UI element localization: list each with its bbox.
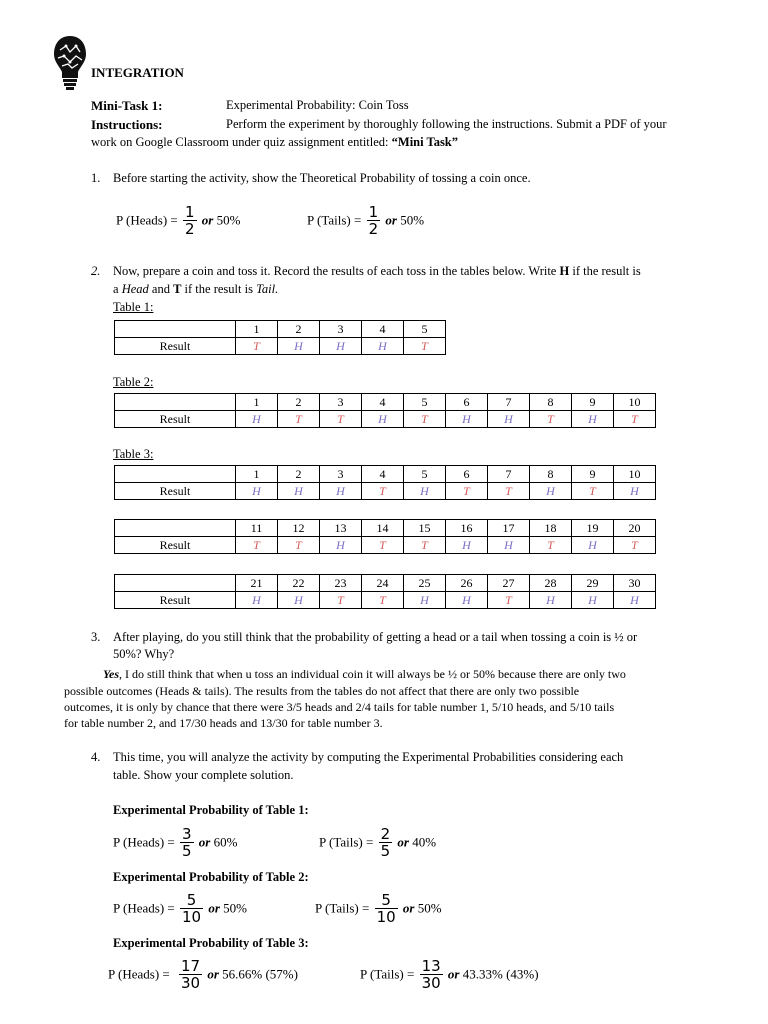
table-corner-cell <box>115 321 236 338</box>
table-header-cell: 9 <box>572 394 614 411</box>
denominator: 10 <box>181 908 202 926</box>
result-cell: H <box>446 411 488 428</box>
table-row <box>115 411 656 428</box>
q2-number: 2. <box>91 264 101 278</box>
table-header-row <box>115 394 656 411</box>
result-cell: H <box>488 411 530 428</box>
table-header-cell: 18 <box>530 520 572 537</box>
result-cell: T <box>614 411 656 428</box>
result-cell: T <box>278 411 320 428</box>
table-header-cell: 3 <box>320 394 362 411</box>
table1 <box>114 320 446 355</box>
numerator: 13 <box>421 957 441 975</box>
result-cell: H <box>320 537 362 554</box>
table-header-cell: 17 <box>488 520 530 537</box>
result-cell: T <box>488 592 530 609</box>
table-header-cell: 29 <box>572 575 614 592</box>
denominator: 2 <box>184 220 195 238</box>
q1-text: Before starting the activity, show the Theoretical Probability of tossing a coin once. <box>113 171 531 185</box>
instructions-line2-text: work on Google Classroom under quiz assignment entitled: <box>91 135 389 149</box>
result-cell: H <box>530 592 572 609</box>
table-header-cell: 23 <box>320 575 362 592</box>
t1-heads-equation <box>113 826 237 859</box>
q4-line2: table. Show your complete solution. <box>113 768 294 782</box>
fraction <box>180 826 194 859</box>
result-cell: H <box>278 483 320 500</box>
denominator: 5 <box>380 842 391 860</box>
table-header-cell: 2 <box>278 321 320 338</box>
t3-heads-equation <box>108 958 298 991</box>
row-label: Result <box>115 483 236 500</box>
q3-number: 3. <box>91 630 101 644</box>
table3-part3 <box>114 574 656 609</box>
q2-h-letter: H <box>559 264 570 278</box>
result-cell: T <box>530 411 572 428</box>
or-text: or <box>402 900 415 916</box>
result-cell: T <box>278 537 320 554</box>
table-header-cell: 10 <box>614 394 656 411</box>
table-header-cell: 6 <box>446 394 488 411</box>
or-text: or <box>201 212 214 228</box>
percent: 50% <box>417 900 442 916</box>
percent: 50% <box>223 900 247 916</box>
result-cell: H <box>320 338 362 355</box>
row-label: Result <box>115 592 236 609</box>
t3-tails-equation <box>360 958 539 991</box>
result-cell: T <box>446 483 488 500</box>
table-header-cell: 16 <box>446 520 488 537</box>
result-cell: T <box>362 537 404 554</box>
result-cell: H <box>488 537 530 554</box>
q3-answer-line1 <box>103 667 626 682</box>
equation-label: P (Heads) = <box>113 834 175 850</box>
fraction <box>420 958 443 991</box>
q2-line2-e: if the result is <box>181 282 257 296</box>
t1-tails-equation <box>319 826 436 859</box>
fraction <box>183 204 197 237</box>
table-header-cell: 7 <box>488 466 530 483</box>
table-header-cell: 2 <box>278 466 320 483</box>
q4-line1: This time, you will analyze the activity by computing the Experimental Probabilities considering each <box>113 750 624 764</box>
instructions-line1: Perform the experiment by thoroughly following the instructions. Submit a PDF of your <box>226 117 667 131</box>
result-cell: T <box>404 537 446 554</box>
result-cell: T <box>320 592 362 609</box>
q3-answer-line2: possible outcomes (Heads & tails). The results from the tables do not affect that there are only two possible <box>64 684 580 698</box>
table-header-row <box>115 321 446 338</box>
percent: 40% <box>412 834 437 850</box>
table-header-cell: 4 <box>362 394 404 411</box>
table-header-cell: 1 <box>236 321 278 338</box>
fraction <box>367 204 381 237</box>
result-cell: H <box>236 592 278 609</box>
answer-text: , I do still think that when u toss an individual coin it will always be ½ or 50% because there are only two <box>119 667 626 681</box>
result-cell: H <box>446 537 488 554</box>
result-cell: H <box>236 483 278 500</box>
result-cell: T <box>362 592 404 609</box>
table-row <box>115 592 656 609</box>
q2-line2-c: and <box>148 282 174 296</box>
table-header-cell: 21 <box>236 575 278 592</box>
table-header-cell: 26 <box>446 575 488 592</box>
q3-line1: After playing, do you still think that the probability of getting a head or a tail when tossing a coin is ½ or <box>113 630 638 644</box>
result-cell: H <box>446 592 488 609</box>
exp-prob-table3-title: Experimental Probability of Table 3: <box>113 936 309 950</box>
equation-label: P (Tails) = <box>315 900 370 916</box>
result-cell: T <box>488 483 530 500</box>
table-header-cell: 19 <box>572 520 614 537</box>
equation-label: P (Heads) = <box>116 212 178 228</box>
table3-caption: Table 3: <box>113 447 154 461</box>
denominator: 5 <box>181 842 192 860</box>
lightbulb-brain-icon <box>52 34 88 92</box>
table1-caption: Table 1: <box>113 300 154 314</box>
q3-line2: 50%? Why? <box>113 647 175 661</box>
result-cell: H <box>236 411 278 428</box>
percent: 60% <box>213 834 238 850</box>
q2-line2 <box>113 282 278 297</box>
table-header-cell: 10 <box>614 466 656 483</box>
or-text: or <box>207 966 219 982</box>
table-header-row <box>115 520 656 537</box>
table-corner-cell <box>115 520 236 537</box>
table-corner-cell <box>115 575 236 592</box>
q2-line2-a: a <box>113 282 122 296</box>
table-header-cell: 28 <box>530 575 572 592</box>
table-header-cell: 3 <box>320 321 362 338</box>
table-header-cell: 4 <box>362 321 404 338</box>
numerator: 5 <box>186 891 197 909</box>
table-header-cell: 8 <box>530 466 572 483</box>
table-header-cell: 2 <box>278 394 320 411</box>
t2-tails-equation <box>315 892 442 925</box>
fraction <box>180 892 203 925</box>
table-header-cell: 7 <box>488 394 530 411</box>
table-header-cell: 24 <box>362 575 404 592</box>
equation-label: P (Heads) = <box>113 900 175 916</box>
table-header-cell: 3 <box>320 466 362 483</box>
table-header-row <box>115 575 656 592</box>
result-cell: T <box>404 338 446 355</box>
q3-answer-line3: outcomes, it is only by chance that there were 3/5 heads and 2/4 tails for table number 1, 5/10 heads, and 5/10 tails <box>64 700 615 714</box>
table-header-cell: 14 <box>362 520 404 537</box>
exp-prob-table2-title: Experimental Probability of Table 2: <box>113 870 309 884</box>
denominator: 2 <box>368 220 379 238</box>
table-row <box>115 338 446 355</box>
table-header-cell: 5 <box>404 394 446 411</box>
result-cell: H <box>362 411 404 428</box>
table-header-cell: 9 <box>572 466 614 483</box>
q2-line1-end: if the result is <box>569 264 641 278</box>
table-header-row <box>115 466 656 483</box>
numerator: 3 <box>181 825 192 843</box>
q2-line1 <box>113 264 641 279</box>
equation-label: P (Heads) = <box>108 966 170 982</box>
table-header-cell: 8 <box>530 394 572 411</box>
result-cell: H <box>278 338 320 355</box>
table-header-cell: 1 <box>236 466 278 483</box>
result-cell: H <box>278 592 320 609</box>
denominator: 10 <box>376 908 396 926</box>
table-header-cell: 5 <box>404 466 446 483</box>
numerator: 5 <box>381 891 391 909</box>
table-header-cell: 20 <box>614 520 656 537</box>
q1-heads-equation <box>116 204 240 237</box>
exp-prob-table1-title: Experimental Probability of Table 1: <box>113 803 309 817</box>
table-header-cell: 5 <box>404 321 446 338</box>
table-corner-cell <box>115 394 236 411</box>
percent: 50% <box>400 212 425 228</box>
result-cell: H <box>572 592 614 609</box>
result-cell: T <box>572 483 614 500</box>
numerator: 1 <box>184 203 195 221</box>
result-cell: T <box>530 537 572 554</box>
or-text: or <box>198 834 211 850</box>
result-cell: H <box>320 483 362 500</box>
numerator: 17 <box>180 957 201 975</box>
or-text: or <box>208 900 220 916</box>
fraction <box>375 892 398 925</box>
result-cell: H <box>530 483 572 500</box>
table-header-cell: 6 <box>446 466 488 483</box>
or-text: or <box>397 834 409 850</box>
table-header-cell: 13 <box>320 520 362 537</box>
table2-caption: Table 2: <box>113 375 154 389</box>
equation-label: P (Tails) = <box>307 212 362 228</box>
q1-tails-equation <box>307 204 424 237</box>
table-header-cell: 1 <box>236 394 278 411</box>
percent: 56.66% (57%) <box>222 966 298 982</box>
result-cell: T <box>614 537 656 554</box>
table-row <box>115 537 656 554</box>
or-text: or <box>447 966 460 982</box>
numerator: 1 <box>368 203 379 221</box>
answer-yes: Yes <box>103 667 119 681</box>
result-cell: T <box>362 483 404 500</box>
result-cell: T <box>236 537 278 554</box>
t2-heads-equation <box>113 892 247 925</box>
fraction <box>379 826 393 859</box>
result-cell: T <box>404 411 446 428</box>
table-corner-cell <box>115 466 236 483</box>
or-text: or <box>385 212 397 228</box>
row-label: Result <box>115 411 236 428</box>
q2-t-letter: T <box>173 282 182 296</box>
q2-line1-text: Now, prepare a coin and toss it. Record the results of each toss in the tables below. Write <box>113 264 560 278</box>
table-header-cell: 27 <box>488 575 530 592</box>
result-cell: H <box>362 338 404 355</box>
result-cell: H <box>614 483 656 500</box>
q2-head-word: Head <box>121 282 149 296</box>
page-title: INTEGRATION <box>91 65 184 80</box>
table-header-cell: 30 <box>614 575 656 592</box>
numerator: 2 <box>380 825 391 843</box>
table-header-cell: 4 <box>362 466 404 483</box>
result-cell: H <box>614 592 656 609</box>
result-cell: H <box>572 537 614 554</box>
denominator: 30 <box>421 974 441 992</box>
instructions-line2 <box>91 135 458 150</box>
result-cell: T <box>236 338 278 355</box>
instructions-label: Instructions: <box>91 117 163 132</box>
equation-label: P (Tails) = <box>360 966 415 982</box>
table-header-cell: 25 <box>404 575 446 592</box>
q3-answer-line4: for table number 2, and 17/30 heads and 13/30 for table number 3. <box>64 716 383 730</box>
row-label: Result <box>115 338 236 355</box>
q1-number: 1. <box>91 171 101 185</box>
table-header-cell: 22 <box>278 575 320 592</box>
percent: 50% <box>216 212 241 228</box>
row-label: Result <box>115 537 236 554</box>
table2 <box>114 393 656 428</box>
result-cell: H <box>404 592 446 609</box>
result-cell: T <box>320 411 362 428</box>
table-header-cell: 12 <box>278 520 320 537</box>
fraction <box>179 958 202 991</box>
percent: 43.33% (43%) <box>462 966 539 982</box>
table-header-cell: 15 <box>404 520 446 537</box>
equation-label: P (Tails) = <box>319 834 374 850</box>
denominator: 30 <box>180 974 201 992</box>
mini-task-label: Mini-Task 1: <box>91 98 163 113</box>
result-cell: H <box>404 483 446 500</box>
instructions-bold: “Mini Task” <box>391 135 459 149</box>
q4-number: 4. <box>91 750 101 764</box>
table3-part2 <box>114 519 656 554</box>
table-row <box>115 483 656 500</box>
mini-task-value: Experimental Probability: Coin Toss <box>226 98 409 112</box>
table3-part1 <box>114 465 656 500</box>
table-header-cell: 11 <box>236 520 278 537</box>
result-cell: H <box>572 411 614 428</box>
q2-tail-word: Tail. <box>256 282 279 296</box>
